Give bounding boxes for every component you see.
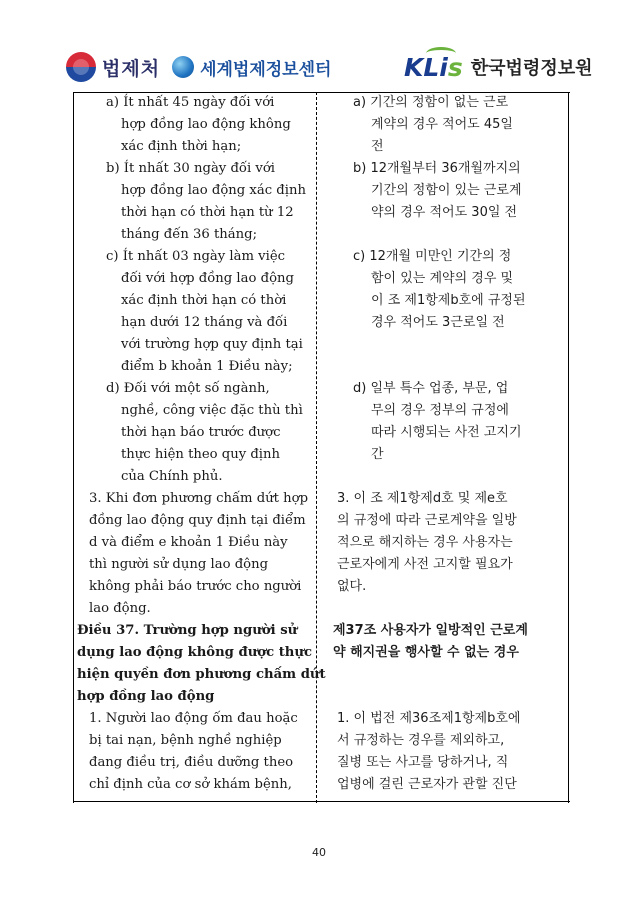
text-line: b) Ít nhất 30 ngày đối với xyxy=(106,161,275,176)
page-number: 40 xyxy=(312,846,326,859)
text-line: 의 규정에 따라 근로계약을 일방 xyxy=(337,513,517,528)
text-line: c) 12개월 미만인 기간의 정 xyxy=(353,249,512,264)
heading-line: dụng lao động không được thực xyxy=(77,645,313,660)
text-line: 3. Khi đơn phương chấm dứt hợp xyxy=(89,491,309,506)
text-line: đồng lao động quy định tại điểm xyxy=(89,513,306,528)
text-line: 경우 적어도 3근로일 전 xyxy=(371,315,505,330)
text-line: chỉ định của cơ sở khám bệnh, xyxy=(89,777,292,792)
text-line: 근로자에게 사전 고지할 필요가 xyxy=(337,557,513,572)
table-border-right xyxy=(568,92,569,803)
text-line: 서 규정하는 경우를 제외하고, xyxy=(337,733,505,748)
text-line: d) 일부 특수 업종, 부문, 업 xyxy=(353,381,509,396)
text-line: xác định thời hạn có thời xyxy=(121,293,287,308)
text-line: 1. 이 법전 제36조제1항제b호에 xyxy=(337,711,521,726)
klri-logo xyxy=(404,50,592,84)
globe-icon xyxy=(172,56,194,78)
text-line: d) Đối với một số ngành, xyxy=(106,381,270,396)
text-line: a) Ít nhất 45 ngày đối với xyxy=(106,95,275,110)
text-line: 1. Người lao động ốm đau hoặc xyxy=(89,711,298,726)
world-law-center-name: 세계법제정보센터 xyxy=(200,59,332,80)
korean-column-top xyxy=(319,92,568,598)
translation-table xyxy=(73,92,570,803)
text-line: 기간의 정함이 있는 근로계 xyxy=(371,183,522,198)
text-line: 약의 경우 적어도 30일 전 xyxy=(371,205,518,220)
korean-column-bottom xyxy=(319,708,568,796)
text-line: lao động. xyxy=(89,601,151,616)
taegeuk-emblem-icon xyxy=(66,52,96,82)
text-line: tháng đến 36 tháng; xyxy=(121,227,258,242)
text-line xyxy=(319,466,568,488)
text-line: thì người sử dụng lao động xyxy=(89,557,269,572)
text-line: xác định thời hạn; xyxy=(121,139,242,154)
heading-line: hợp đồng lao động xyxy=(77,689,215,704)
text-line: với trường hợp quy định tại xyxy=(121,337,303,352)
text-line: d và điểm e khoản 1 Điều này xyxy=(89,535,288,550)
text-line xyxy=(319,334,568,356)
text-line: 계약의 경우 적어도 45일 xyxy=(371,117,513,132)
text-line: 이 조 제1항제b호에 규정된 xyxy=(371,293,526,308)
text-line: b) 12개월부터 36개월까지의 xyxy=(353,161,521,176)
text-line: c) Ít nhất 03 ngày làm việc xyxy=(106,249,286,264)
text-line: a) 기간의 정함이 없는 근로 xyxy=(353,95,509,110)
vietnamese-column-top xyxy=(73,92,315,620)
vietnamese-article-heading xyxy=(73,620,326,708)
text-line: thực hiện theo quy định xyxy=(121,447,281,462)
text-line: 질병 또는 사고를 당하거나, 직 xyxy=(337,755,509,770)
text-line: 함이 있는 계약의 경우 및 xyxy=(371,271,514,286)
moleg-logo xyxy=(66,50,331,84)
heading-line: 약 해지권을 행사할 수 없는 경우 xyxy=(333,645,519,660)
text-line: của Chính phủ. xyxy=(121,469,223,484)
text-line: hợp đồng lao động xác định xyxy=(121,183,306,198)
text-line: đối với hợp đồng lao động xyxy=(121,271,294,286)
text-line: 무의 경우 정부의 규정에 xyxy=(371,403,509,418)
page-header xyxy=(0,0,638,92)
text-line: 없다. xyxy=(337,579,367,594)
text-line: 3. 이 조 제1항제d호 및 제e호 xyxy=(337,491,508,506)
column-divider xyxy=(316,92,317,803)
text-line: điểm b khoản 1 Điều này; xyxy=(121,359,293,374)
heading-line: 제37조 사용자가 일방적인 근로계 xyxy=(333,623,528,638)
text-line: đang điều trị, điều dưỡng theo xyxy=(89,755,294,770)
vietnamese-column-bottom xyxy=(73,708,315,796)
text-line xyxy=(319,356,568,378)
korean-article-heading xyxy=(319,620,568,664)
heading-line: Điều 37. Trường hợp người sử xyxy=(77,623,298,638)
text-line: hợp đồng lao động không xyxy=(121,117,291,132)
text-line: 따라 시행되는 사전 고지기 xyxy=(371,425,522,440)
heading-line: hiện quyền đơn phương chấm dứt xyxy=(77,667,326,682)
text-line: hạn dưới 12 tháng và đối xyxy=(121,315,288,330)
swoosh-icon xyxy=(426,47,456,60)
text-line: bị tai nạn, bệnh nghề nghiệp xyxy=(89,733,282,748)
text-line: nghề, công việc đặc thù thì xyxy=(121,403,303,418)
text-line: 적으로 해지하는 경우 사용자는 xyxy=(337,535,513,550)
text-line: thời hạn có thời hạn từ 12 xyxy=(121,205,294,220)
klri-name: 한국법령정보원 xyxy=(470,58,593,79)
text-line: thời hạn báo trước được xyxy=(121,425,281,440)
moleg-name: 법제처 xyxy=(102,57,161,80)
klis-wordmark: KLis xyxy=(404,53,463,82)
text-line: không phải báo trước cho người xyxy=(89,579,302,594)
text-line xyxy=(319,224,568,246)
text-line: 업병에 걸린 근로자가 관할 진단 xyxy=(337,777,517,792)
text-line: 전 xyxy=(371,139,384,154)
table-border-bottom xyxy=(73,801,570,802)
text-line: 간 xyxy=(371,447,384,462)
